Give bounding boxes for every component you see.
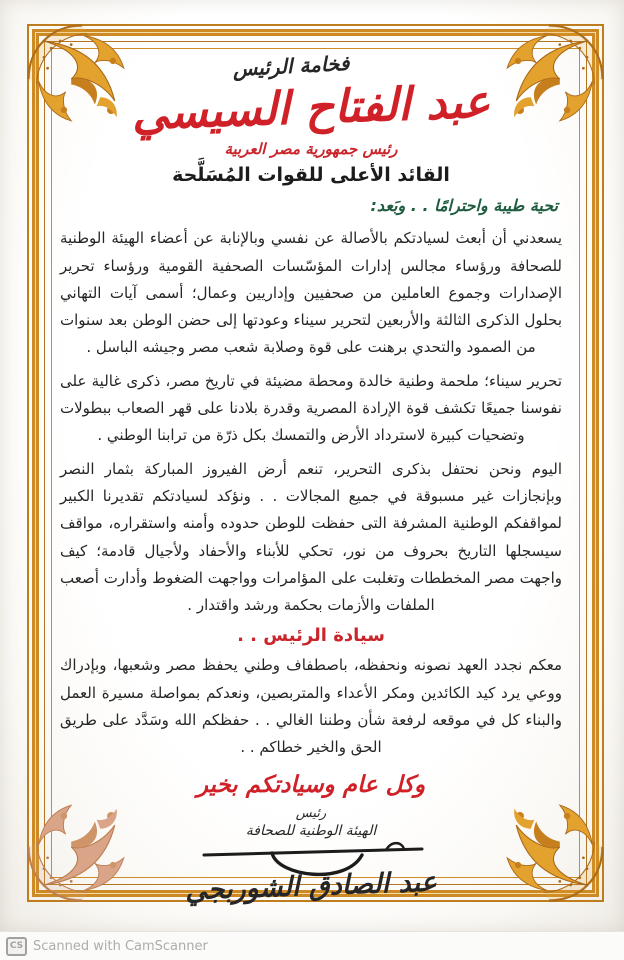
letter-paragraph-1: يسعدني أن أبعث لسيادتكم بالأصالة عن نفسي وبالإنابة عن أعضاء الهيئة الوطنية للصحافة ورؤساء مجالس إدارات المؤسّسات الصحفية القومية ورؤساء تحرير الإصدارات وجموع العاملين من صحفيين وإداريين وعمال؛ أسمى آيات التهاني بحلول الذكرى الثالثة والأربعين لتحرير سيناء وعودتها إلى حضن الوطن بعد سنوات من الصمود والتحدي برهنت على قوة وصلابة شعب مصر وجيشه الباسل .	[60, 229, 562, 357]
camscanner-logo-icon: CS	[6, 937, 27, 956]
camscanner-watermark-text: Scanned with CamScanner	[33, 938, 208, 954]
signer-title-line2: الهيئة الوطنية للصحافة	[245, 822, 377, 839]
signature-block	[60, 805, 562, 906]
signer-title-line1: رئيس	[295, 805, 327, 821]
president-role-line2: القائد الأعلى للقوات المُسَلَّحة	[172, 164, 450, 187]
signer-name: عبد الصادق الشوربجي	[184, 866, 438, 906]
farewell-line: وكل عام وسيادتكم بخير	[196, 771, 426, 798]
camscanner-watermark	[0, 931, 624, 960]
letter-paragraph-4: معكم نجدد العهد نصونه ونحفظه، باصطفاف وطني يحفظ مصر وشعبها، وبإدراك ووعي يرد كيد الكائدين ومكر الأعداء والمتربصين، ونعدكم بمواصلة مسيرة العمل والبناء كل في موقعه لرفعة شأن وطننا الغالي . . حفظكم الله وسَدَّد على طريق الحق والخير خطاكم . .	[60, 656, 562, 757]
salutation-title: فخامة الرئيس	[232, 50, 350, 82]
letter-paragraph-3: اليوم ونحن نحتفل بذكرى التحرير، تنعم أرض الفيروز المباركة بثمار النصر وبإنجازات غير مسبوقة في جميع المجالات . . ونؤكد لسيادتكم تقديرنا الكبير لمواقفكم الوطنية المشرفة التى حفظت للوطن حدوده وأمنه واستقراره، مواقف سيسجلها التاريخ بحروف من نور، تحكي للأبناء والأحفاد ولأجيال قادمة؛ كيف واجهت مصر المخططات وتغلبت على المؤامرات وواجهت الضغوط وأدارت أصعب الملفات والأزمات بحكمة ورشد واقتدار .	[60, 459, 562, 615]
letter-body	[60, 50, 562, 906]
greeting-line: تحية طيبة واحترامًا . . وبَعد:	[370, 196, 558, 216]
president-role-line1: رئيس جمهورية مصر العربية	[224, 140, 398, 159]
address-line: سيادة الرئيس . .	[237, 625, 385, 647]
president-name: عبد الفتاح السيسي	[131, 74, 491, 141]
letter-paragraph-2: تحرير سيناء؛ ملحمة وطنية خالدة ومحطة مضيئة في تاريخ مصر، ذكرى غالية على نفوسنا جميعًا تكشف قوة الإرادة المصرية وقدرة بلادنا على قهر الصعاب ببطولات وتضحيات كبيرة لاسترداد الأرض والتمسك بكل ذرّة من ترابنا الوطني .	[60, 371, 562, 445]
